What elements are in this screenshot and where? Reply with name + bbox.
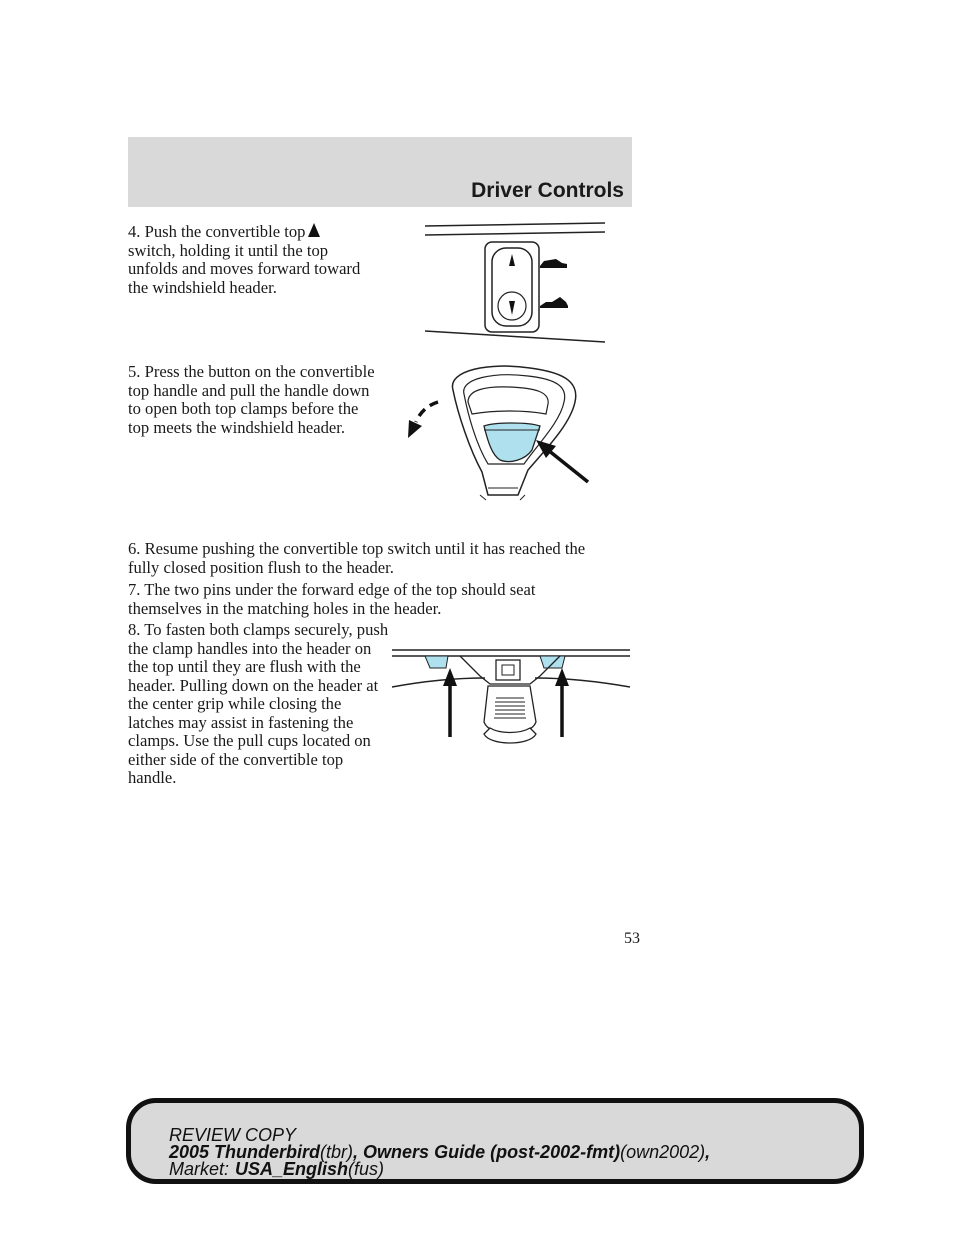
footer-market-code: (fus) xyxy=(348,1159,385,1179)
footer-sep-2: , xyxy=(705,1142,711,1162)
footer-sep-1: , xyxy=(353,1142,364,1162)
footer-model-code: (tbr) xyxy=(320,1142,354,1162)
footer-line-1: REVIEW COPY xyxy=(169,1125,297,1145)
step-4-lead: 4. Push the convertible top xyxy=(128,222,306,241)
convertible-top-handle-figure xyxy=(400,360,600,505)
car-top-up-icon xyxy=(540,259,567,268)
header-clamps-figure xyxy=(390,642,635,757)
section-header-band xyxy=(128,137,632,207)
pull-down-arrow-icon xyxy=(408,402,438,438)
pointer-arrow-icon xyxy=(536,440,588,482)
step-6 xyxy=(128,540,618,577)
step-6-text: 6. Resume pushing the convertible top switch until it has reached the fully closed position flush to the header. xyxy=(128,539,586,577)
step-4-text: switch, holding it until the top unfolds and moves forward toward the windshield header. xyxy=(128,240,361,297)
convertible-top-switch-figure xyxy=(420,218,610,348)
footer-market: USA_English xyxy=(235,1159,349,1179)
review-copy-footer xyxy=(126,1098,864,1184)
footer-guide: Owners Guide (post-2002-fmt) xyxy=(363,1142,621,1162)
step-8 xyxy=(128,621,390,788)
footer-line-3 xyxy=(169,1161,710,1178)
step-7-text: 7. The two pins under the forward edge of the top should seat themselves in the matching holes in the header. xyxy=(128,580,536,618)
up-arrow-icon xyxy=(307,222,321,238)
step-7 xyxy=(128,581,598,618)
right-clamp-highlight xyxy=(540,656,565,668)
footer-guide-code: (own2002) xyxy=(620,1142,706,1162)
left-clamp-highlight xyxy=(425,656,448,668)
section-title: Driver Controls xyxy=(471,179,624,202)
footer-market-label: Market: xyxy=(169,1159,230,1179)
page-number: 53 xyxy=(624,930,640,947)
step-5-text: 5. Press the button on the convertible top handle and pull the handle down to open both top clamps before the top meets the windshield header. xyxy=(128,362,375,437)
step-4 xyxy=(128,222,378,297)
step-8-text: 8. To fasten both clamps securely, push the clamp handles into the header on the top until they are flush with the header. Pulling down on the header at the center grip while closing the latches may assist in fastening the clamps. Use the pull cups located on either side of the convertible top handle. xyxy=(128,620,389,787)
step-5 xyxy=(128,363,378,437)
car-top-down-icon xyxy=(540,297,568,308)
footer-model: 2005 Thunderbird xyxy=(169,1142,321,1162)
footer-text xyxy=(169,1127,710,1178)
